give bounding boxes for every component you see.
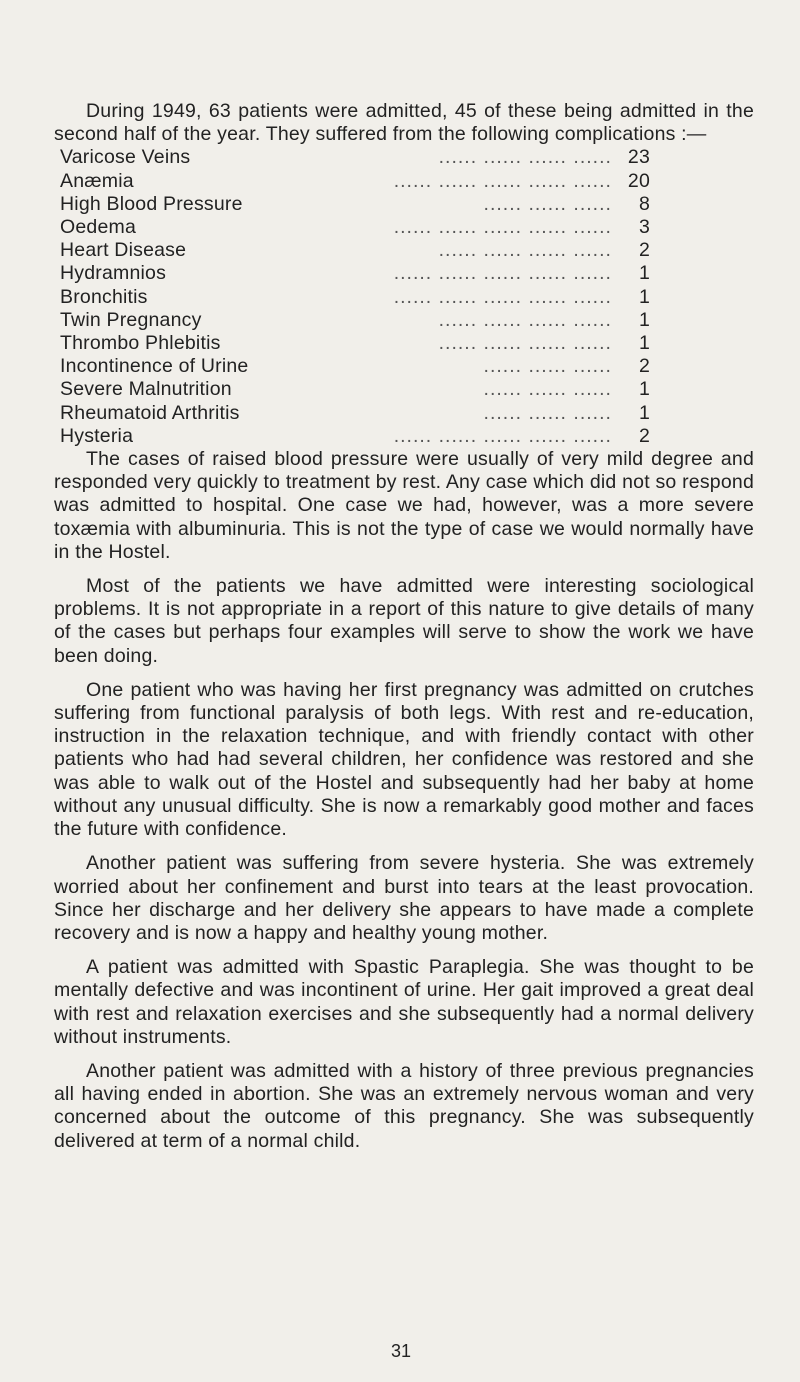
leader-dots: ...... ...... ...... xyxy=(483,192,612,215)
complication-row xyxy=(60,193,650,216)
paragraph-case-hysteria: Another patient was suffering from severe hysteria. She was extremely worried about her confinement and burst into tears at the least provocation. Since her discharge and her delivery she appears to have made a complete recovery and is now a happy and healthy young mother. xyxy=(54,852,754,944)
leader-dots: ...... ...... ...... ...... ...... xyxy=(393,285,612,308)
leader-dots: ...... ...... ...... ...... ...... xyxy=(393,424,612,447)
complication-row xyxy=(60,332,650,355)
leader-dots: ...... ...... ...... ...... ...... xyxy=(393,216,612,239)
complication-name: Severe Malnutrition xyxy=(60,378,232,401)
complication-row xyxy=(60,262,650,285)
complication-count: 1 xyxy=(638,378,650,401)
complication-count: 1 xyxy=(638,285,650,308)
complication-count: 1 xyxy=(638,308,650,331)
leader-dots: ...... ...... ...... ...... xyxy=(438,308,612,331)
complication-count: 2 xyxy=(638,355,650,378)
paragraph-case-paralysis: One patient who was having her first pregnancy was admitted on crutches suffering from functional paralysis of both legs. With rest and re-education, instruction in the relaxation technique, and with friendly contact with other patients who had had several children, her confidence was restored and she was able to walk out of the Hostel and subsequently had her baby at home without any unusual difficulty. She is now a remarkably good mother and faces the future with confidence. xyxy=(54,678,754,841)
leader-dots: ...... ...... ...... ...... ...... xyxy=(393,169,612,192)
complication-name: Bronchitis xyxy=(60,285,148,308)
complication-count: 1 xyxy=(638,401,650,424)
complication-name: Oedema xyxy=(60,216,136,239)
complication-row xyxy=(60,425,650,448)
complication-count: 8 xyxy=(638,192,650,215)
complication-count: 2 xyxy=(638,239,650,262)
complication-row xyxy=(60,402,650,425)
leader-dots: ...... ...... ...... xyxy=(483,401,612,424)
complication-name: Rheumatoid Arthritis xyxy=(60,401,240,424)
complication-row xyxy=(60,378,650,401)
complication-count: 1 xyxy=(638,332,650,355)
complication-name: Hysteria xyxy=(60,424,134,447)
leader-dots: ...... ...... ...... xyxy=(483,378,612,401)
complication-name: Incontinence of Urine xyxy=(60,355,249,378)
complications-list xyxy=(60,146,650,448)
leader-dots: ...... ...... ...... ...... xyxy=(438,239,612,262)
complication-name: Hydramnios xyxy=(60,262,167,285)
report-text xyxy=(54,100,754,1153)
complication-row xyxy=(60,170,650,193)
complication-count: 23 xyxy=(627,146,650,169)
leader-dots: ...... ...... ...... ...... xyxy=(438,146,612,169)
leader-dots: ...... ...... ...... xyxy=(483,355,612,378)
paragraph-case-paraplegia: A patient was admitted with Spastic Paraplegia. She was thought to be mentally defective and was incontinent of urine. Her gait improved a great deal with rest and relaxation exercises and she subsequently had a normal delivery without instruments. xyxy=(54,956,754,1048)
complication-count: 3 xyxy=(638,216,650,239)
complication-row xyxy=(60,239,650,262)
complication-row xyxy=(60,309,650,332)
complication-count: 1 xyxy=(638,262,650,285)
complication-row xyxy=(60,286,650,309)
leader-dots: ...... ...... ...... ...... ...... xyxy=(393,262,612,285)
complication-name: High Blood Pressure xyxy=(60,192,243,215)
complication-name: Anæmia xyxy=(60,169,134,192)
complication-row xyxy=(60,355,650,378)
complication-count: 2 xyxy=(638,424,650,447)
complication-row xyxy=(60,146,650,169)
complication-name: Heart Disease xyxy=(60,239,187,262)
leader-dots: ...... ...... ...... ...... xyxy=(438,332,612,355)
complication-count: 20 xyxy=(627,169,650,192)
paragraph-case-abortion-history: Another patient was admitted with a history of three previous pregnancies all having ended in abortion. She was an extremely nervous woman and very concerned about the outcome of this pregnancy. She was subsequently delivered at term of a normal child. xyxy=(54,1059,754,1152)
complication-name: Varicose Veins xyxy=(60,146,191,169)
complication-row xyxy=(60,216,650,239)
paragraph-sociological-problems: Most of the patients we have admitted were interesting sociological problems. It is not appropriate in a report of this nature to give details of many of the cases but perhaps four examples will serve to show the work we have been doing. xyxy=(54,575,754,667)
complication-name: Thrombo Phlebitis xyxy=(60,332,221,355)
complication-name: Twin Pregnancy xyxy=(60,308,202,331)
paragraph-blood-pressure: The cases of raised blood pressure were usually of very mild degree and responded very quickly to treatment by rest. Any case which did not so respond was admitted to hospital. One case we had, however, was a more severe toxæmia with albuminuria. This is not the type of case we would normally have in the Hostel. xyxy=(54,448,754,563)
page-number: 31 xyxy=(391,1341,412,1361)
intro-paragraph: During 1949, 63 patients were admitted, 45 of these being admitted in the second half of the year. They suffered from the following complications :— xyxy=(54,100,754,146)
